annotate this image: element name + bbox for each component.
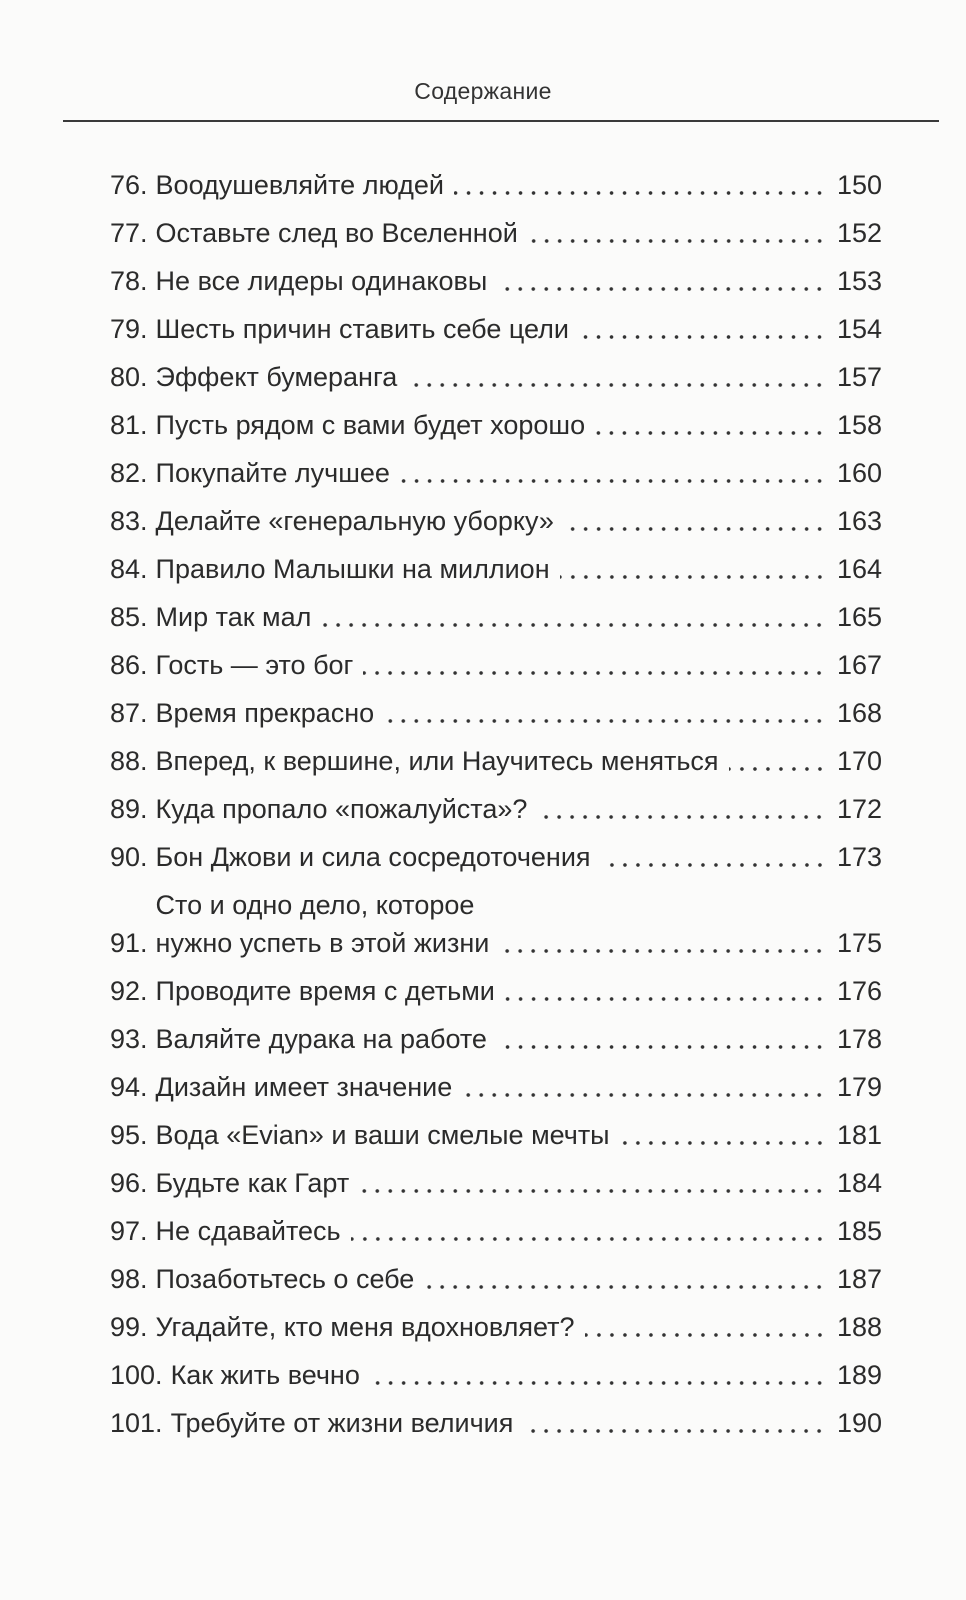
toc-entry-title xyxy=(156,790,528,828)
toc-entry-number: 97. xyxy=(110,1216,148,1246)
toc-entry-title xyxy=(171,1356,360,1394)
toc-entry-page-number: 150 xyxy=(836,170,882,200)
toc-entry-title xyxy=(156,406,586,444)
toc-entry-page-number: 153 xyxy=(836,266,882,296)
toc-entry-title-line: Пусть рядом с вами будет хорошо xyxy=(155,410,586,440)
toc-entry xyxy=(110,1116,882,1154)
toc-entry-title xyxy=(156,838,591,876)
toc-entry-number: 89. xyxy=(110,794,148,824)
toc-entry-title xyxy=(156,1212,341,1250)
toc-entry-page-number: 168 xyxy=(836,698,882,728)
toc-entry-title-line: Не все лидеры одинаковы xyxy=(155,266,488,296)
toc-entry xyxy=(110,838,882,876)
toc-entry-page-number: 189 xyxy=(836,1360,882,1390)
toc-entry-title-line: Куда пропало «пожалуйста»? xyxy=(155,794,528,824)
toc-entry xyxy=(110,1212,882,1250)
dot-leader xyxy=(528,239,826,243)
toc-entry-number: 99. xyxy=(110,1312,148,1342)
toc-entry xyxy=(110,1404,882,1442)
toc-entry xyxy=(110,1356,882,1394)
toc-entry-number: 88. xyxy=(110,746,148,776)
toc-entry-title-line: Вперед, к вершине, или Научитесь меняться xyxy=(155,746,719,776)
toc-entry-title-line: Покупайте лучшее xyxy=(155,458,390,488)
toc-entry xyxy=(110,214,882,252)
toc-entry xyxy=(110,1308,882,1346)
toc-entry-page-number: 178 xyxy=(836,1024,882,1054)
toc-entry-title xyxy=(156,454,390,492)
toc-entry-number: 91. xyxy=(110,928,148,958)
toc-entry-title xyxy=(156,1020,487,1058)
toc-entry-number: 79. xyxy=(110,314,148,344)
dot-leader xyxy=(620,1141,826,1145)
toc-entry-title xyxy=(156,262,488,300)
dot-leader xyxy=(601,863,826,867)
toc-entry-title xyxy=(156,1260,415,1298)
toc-entry-number: 96. xyxy=(110,1168,148,1198)
dot-leader xyxy=(321,623,826,627)
toc-entry-title xyxy=(156,1068,453,1106)
dot-leader xyxy=(384,719,826,723)
toc-entry-title-line: нужно успеть в этой жизни xyxy=(155,928,490,958)
toc-entry-number: 85. xyxy=(110,602,148,632)
dot-leader xyxy=(537,815,826,819)
toc-entry-title xyxy=(156,1308,575,1346)
toc-entry-title-line: Сто и одно дело, которое xyxy=(155,890,475,920)
dot-leader xyxy=(729,767,826,771)
toc-entry xyxy=(110,310,882,348)
toc-entry-title-line: Валяйте дурака на работе xyxy=(155,1024,487,1054)
toc-entry-title-line: Мир так мал xyxy=(155,602,312,632)
dot-leader xyxy=(579,335,826,339)
toc-entry xyxy=(110,166,882,204)
toc-entry-number: 76. xyxy=(110,170,148,200)
toc-entry-title-line: Дизайн имеет значение xyxy=(155,1072,453,1102)
toc-entry-title-line: Как жить вечно xyxy=(170,1360,360,1390)
toc-entry-page-number: 167 xyxy=(836,650,882,680)
toc-entry-page-number: 163 xyxy=(836,506,882,536)
toc-entry xyxy=(110,1068,882,1106)
toc-entry-title-line: Время прекрасно xyxy=(155,698,375,728)
toc-entry xyxy=(110,406,882,444)
toc-entry-title xyxy=(156,1164,350,1202)
toc-entry-page-number: 176 xyxy=(836,976,882,1006)
toc-entry-title-line: Бон Джови и сила сосредоточения xyxy=(155,842,591,872)
toc-entry-page-number: 165 xyxy=(836,602,882,632)
toc-entry-title xyxy=(156,742,719,780)
toc-entry-page-number: 158 xyxy=(836,410,882,440)
dot-leader xyxy=(595,431,826,435)
dot-leader xyxy=(370,1381,826,1385)
toc-entry-title xyxy=(156,598,312,636)
toc-entry-page-number: 152 xyxy=(836,218,882,248)
toc-entry-title xyxy=(156,550,550,588)
dot-leader xyxy=(400,479,826,483)
toc-entry-number: 84. xyxy=(110,554,148,584)
toc-entry-title xyxy=(156,646,354,684)
toc-entry-title-line: Делайте «генеральную уборку» xyxy=(155,506,554,536)
toc-entry-title xyxy=(156,310,569,348)
toc-entry-title-line: Шесть причин ставить себе цели xyxy=(155,314,569,344)
toc-entry-title xyxy=(156,358,398,396)
toc-entry-page-number: 187 xyxy=(836,1264,882,1294)
page-header-title: Содержание xyxy=(414,78,552,104)
toc-entry xyxy=(110,550,882,588)
toc-entry-number: 78. xyxy=(110,266,148,296)
dot-leader xyxy=(523,1429,826,1433)
toc-entry-number: 100. xyxy=(110,1360,163,1390)
toc-entry-title xyxy=(156,972,495,1010)
toc-entry-number: 94. xyxy=(110,1072,148,1102)
toc-entry-page-number: 164 xyxy=(836,554,882,584)
dot-leader xyxy=(497,1045,826,1049)
toc-entry-number: 92. xyxy=(110,976,148,1006)
toc-entry xyxy=(110,790,882,828)
dot-leader xyxy=(497,287,826,291)
dot-leader xyxy=(351,1237,826,1241)
toc-entry xyxy=(110,646,882,684)
toc-entry-title xyxy=(156,1116,610,1154)
dot-leader xyxy=(407,383,826,387)
toc-entry xyxy=(110,972,882,1010)
toc-entry-title-line: Гость — это бог xyxy=(155,650,354,680)
toc-entry xyxy=(110,1164,882,1202)
toc-entry-title-line: Требуйте от жизни величия xyxy=(170,1408,514,1438)
table-of-contents xyxy=(110,166,882,1452)
dot-leader xyxy=(359,1189,826,1193)
toc-entry xyxy=(110,886,882,962)
toc-entry-title-line: Эффект бумеранга xyxy=(155,362,398,392)
dot-leader xyxy=(505,997,826,1001)
toc-entry-number: 101. xyxy=(110,1408,163,1438)
toc-entry-number: 95. xyxy=(110,1120,148,1150)
toc-entry xyxy=(110,262,882,300)
toc-entry-page-number: 185 xyxy=(836,1216,882,1246)
toc-entry-title-line: Угадайте, кто меня вдохновляет? xyxy=(155,1312,575,1342)
toc-entry-title-line: Проводите время с детьми xyxy=(155,976,495,1006)
toc-entry-number: 90. xyxy=(110,842,148,872)
toc-entry-title xyxy=(156,166,444,204)
toc-entry-number: 98. xyxy=(110,1264,148,1294)
toc-entry-page-number: 172 xyxy=(836,794,882,824)
dot-leader xyxy=(454,191,826,195)
toc-entry-page-number: 157 xyxy=(836,362,882,392)
dot-leader xyxy=(424,1285,826,1289)
toc-entry-title xyxy=(156,694,375,732)
toc-entry-page-number: 173 xyxy=(836,842,882,872)
toc-entry xyxy=(110,742,882,780)
toc-entry-title-line: Вода «Evian» и ваши смелые мечты xyxy=(155,1120,610,1150)
toc-entry-title xyxy=(156,214,518,252)
toc-entry-page-number: 181 xyxy=(836,1120,882,1150)
toc-entry-page-number: 175 xyxy=(836,928,882,958)
toc-entry-number: 82. xyxy=(110,458,148,488)
toc-entry-title xyxy=(171,1404,514,1442)
toc-entry xyxy=(110,1020,882,1058)
dot-leader xyxy=(560,575,826,579)
toc-entry-page-number: 154 xyxy=(836,314,882,344)
dot-leader xyxy=(564,527,826,531)
toc-entry-number: 83. xyxy=(110,506,148,536)
toc-entry-page-number: 188 xyxy=(836,1312,882,1342)
toc-entry-title-line: Будьте как Гарт xyxy=(155,1168,350,1198)
toc-entry-number: 77. xyxy=(110,218,148,248)
toc-entry-page-number: 190 xyxy=(836,1408,882,1438)
toc-entry-page-number: 170 xyxy=(836,746,882,776)
toc-entry-title-line: Правило Малышки на миллион xyxy=(155,554,550,584)
toc-entry-number: 80. xyxy=(110,362,148,392)
toc-entry xyxy=(110,694,882,732)
toc-entry xyxy=(110,502,882,540)
dot-leader xyxy=(363,671,826,675)
toc-entry-page-number: 184 xyxy=(836,1168,882,1198)
dot-leader xyxy=(585,1333,826,1337)
toc-entry-title-line: Позаботьтесь о себе xyxy=(155,1264,415,1294)
toc-entry xyxy=(110,358,882,396)
toc-entry-title-line: Оставьте след во Вселенной xyxy=(155,218,518,248)
dot-leader xyxy=(499,949,826,953)
toc-entry xyxy=(110,454,882,492)
toc-entry xyxy=(110,1260,882,1298)
toc-entry-page-number: 160 xyxy=(836,458,882,488)
toc-entry-title-line: Воодушевляйте людей xyxy=(155,170,444,200)
toc-entry-number: 93. xyxy=(110,1024,148,1054)
toc-entry-title xyxy=(156,886,490,962)
dot-leader xyxy=(462,1093,826,1097)
toc-entry-number: 81. xyxy=(110,410,148,440)
toc-entry-title-line: Не сдавайтесь xyxy=(155,1216,341,1246)
toc-entry-page-number: 179 xyxy=(836,1072,882,1102)
header-rule xyxy=(63,120,939,122)
toc-entry-number: 86. xyxy=(110,650,148,680)
toc-entry xyxy=(110,598,882,636)
toc-entry-number: 87. xyxy=(110,698,148,728)
toc-entry-title xyxy=(156,502,554,540)
